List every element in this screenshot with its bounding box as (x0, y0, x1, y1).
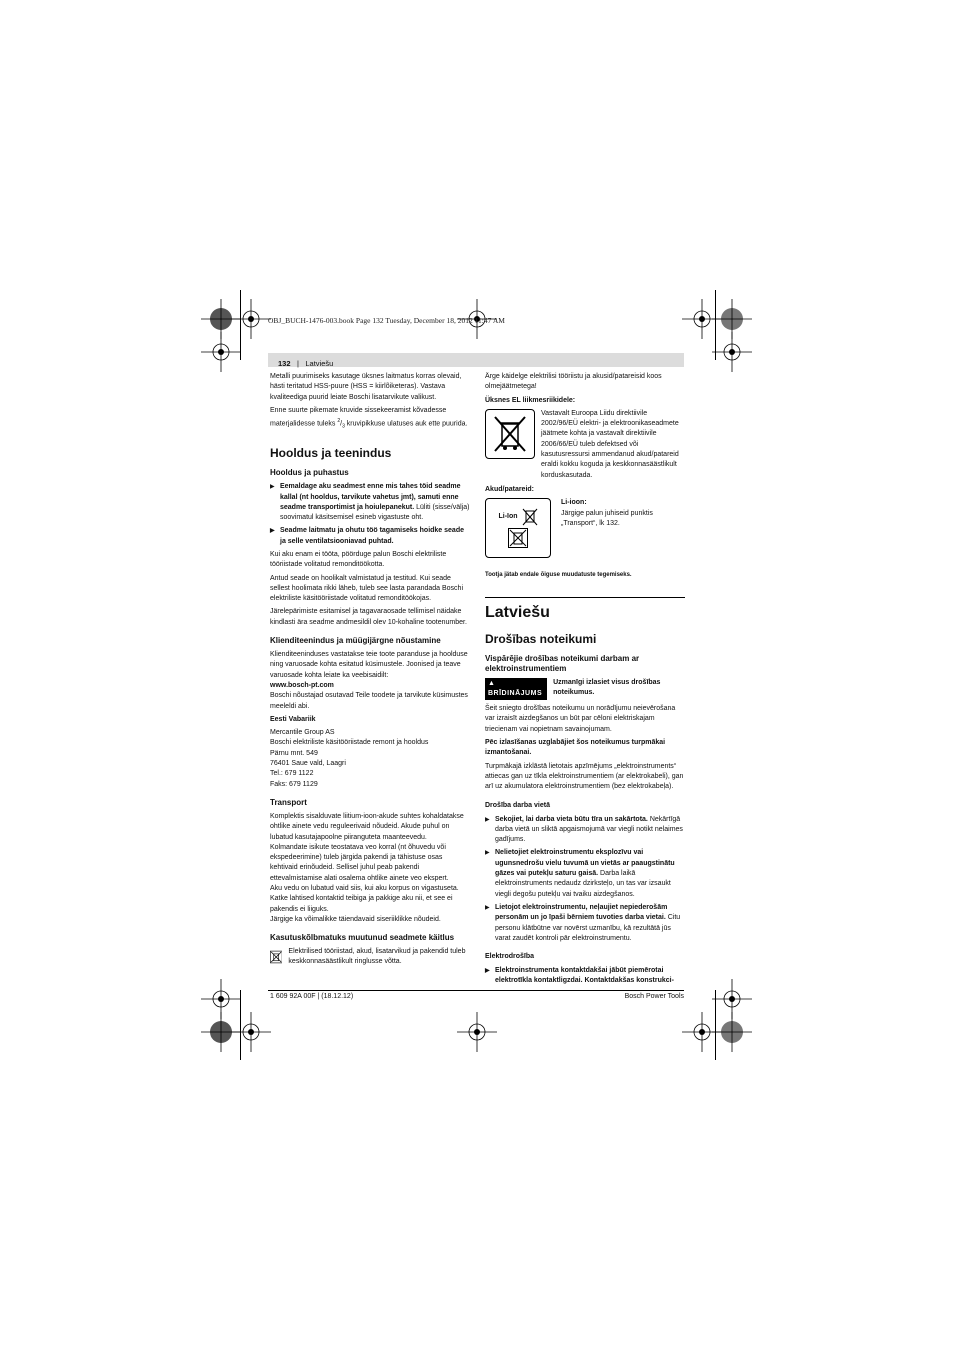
paragraph: Ärge käidelge elektrilisi tööriistu ja akusid/patareisid koos olmejäätmetega! (485, 373, 662, 391)
header-language: Latviešu (305, 359, 334, 368)
address-line: Pärnu mnt. 549 (270, 749, 318, 757)
paragraph: Pēc izlasīšanas uzglabājiet šos noteikumus turpmākai izmantošanai. (485, 739, 666, 757)
disposal-row (270, 947, 470, 968)
address-line: Faks: 679 1129 (270, 780, 318, 788)
trim-line (715, 290, 716, 360)
address-line: Boschi elektriliste käsitööriistade remont ja hooldus (270, 739, 429, 747)
language-heading: Latviešu (485, 603, 550, 621)
paragraph: Metalli puurimiseks kasutage üksnes laitmatus korras olevaid, hästi teritatud HSS-puure (HSS = kiirlõiketeras). Vastava kvaliteediga puurid leiate Boschi lisatarvikute valikust. (270, 373, 462, 401)
list-item: ▶ Lietojot elektroinstrumentu, neļaujiet nepiederošām personām un jo īpaši bērniem tuvoties darba vietai. Citu personu klātbūtne var novērst uzmanību, kā rezultātā jūs varat zaudēt kontroli pār elektroinstrumentu. (485, 903, 685, 944)
eu-row (485, 409, 685, 481)
footer-left: 1 609 92A 00F | (18.12.12) (270, 993, 354, 1000)
paragraph: Kui aku enam ei tööta, pöörduge palun Boschi elektriliste tööriistade volitatud remonditöökotta. (270, 550, 447, 569)
crosshair-icon (201, 332, 241, 372)
paragraph: Aku vedu on lubatud vaid siis, kui aku korpus on vigastuseta. Katke lahtised kontaktid teibiga ja pakkige aku nii, et see ei pakendis ei liiguks. (270, 885, 459, 913)
crosshair-icon (231, 1012, 271, 1052)
page-header (268, 353, 684, 367)
subsection-heading: Elektrodrošība (485, 953, 535, 961)
address-block (270, 728, 470, 790)
paragraph: Enne suurte pikemate kruvide sissekeeramist kõvadesse materjalidesse tuleks $^2/_3$ kruvipikkuse ulatuses auk ette puurida. (270, 406, 468, 430)
paragraph: Kolmandate isikute teostatava veo korral (nt õhuvedu või ekspedeerimine) tuleb järgida pakendi ja tähistuse osas kehtivaid erinõudeid. Sellisel juhul peab pakendi ettevalmistamise alati osalema ohtlike ainete veo ekspert. (270, 843, 449, 882)
paragraph: Antud seade on hoolikalt valmistatud ja testitud. Kui seade sellest hoolimata rikki läheb, tuleb see lasta parandada Boschi elektriliste käsitööriistade volitatud remonditöökojas. (270, 574, 464, 603)
file-slug: OBJ_BUCH-1476-003.book Page 132 Tuesday, December 18, 2012 11:47 AM (268, 316, 505, 325)
subsection-heading: Vispārējie drošības noteikumi darbam ar elektroinstrumentiem (485, 653, 640, 673)
notice: Tootja jätab endale õiguse muudatuste tegemiseks. (485, 572, 632, 579)
left-column (270, 372, 470, 972)
list-item: ▶ Seadme laitmatu ja ohutu töö tagamiseks hoidke seade ja selle ventilatsiooniavad puhtad. (270, 526, 470, 547)
section-divider (485, 597, 685, 598)
paragraph: Järelepärimiste esitamisel ja tagavaraosade tellimisel näidake kindlasti ära seadme andmesildil olev 10-kohaline tootenumber. (270, 608, 467, 626)
website-link[interactable]: www.bosch-pt.com (270, 681, 334, 689)
list-item: ▶ Eemaldage aku seadmest enne mis tahes töid seadme kallal (nt hooldus, tarvikute vahetus jmt), samuti enne seadme transportimist ja hoiulepanekut. Lüliti (sisse/välja) soovimatul käsitsemisel esineb vigastuste oht. (270, 482, 470, 523)
warning-row (485, 678, 685, 701)
subsection-heading: Transport (270, 797, 307, 807)
trim-line (240, 290, 241, 360)
warning-badge: ▲ BRĪDINĀJUMS (485, 678, 547, 701)
crossed-wheelie-bin-icon (492, 414, 528, 454)
liion-row (485, 498, 685, 558)
paragraph: Boschi nõustajad osutavad Teile toodete ja tarvikute küsimustes meeleldi abi. (270, 692, 468, 710)
right-column (485, 372, 685, 990)
list-item: ▶ Elektroinstrumenta kontaktdakšai jābūt piemērotai elektrotīkla kontaktligzdai. Kontaktdakšas konstrukci- (485, 966, 685, 987)
address-line: Mercantile Group AS (270, 729, 335, 737)
footer-right: Bosch Power Tools (624, 993, 684, 1000)
page-number: 132 (278, 359, 291, 368)
paragraph: Turpmākajā izklāstā lietotais apzīmējums „elektroinstruments“ attiecas gan uz tīkla elektroinstrumentiem (ar elektrokabeli), gan arī uz akumulatora elektroinstrumentiem (bez elektrokabeļa). (485, 762, 684, 791)
paragraph: Järgige palun juhiseid punktis „Transport“, lk 132. (561, 509, 653, 527)
liion-badge: Li-Ion (498, 513, 518, 521)
section-heading: Drošības noteikumi (485, 631, 597, 646)
paragraph: Šeit sniegto drošības noteikumu un norādījumu neievērošana var izraisīt aizdegšanos un būt par cēloni elektriskajam triecienam vai nopietnam savainojumam. (485, 705, 676, 733)
liion-label: Li-ioon: (561, 499, 587, 507)
liion-top (498, 508, 537, 526)
subsection-heading: Kasutuskõlbmatuks muutunud seadmete käitlus (270, 933, 455, 943)
list-item: ▶ Nelietojiet elektroinstrumentu eksplozīvu vai ugunsnedrošu vielu tuvumā un vietās ar paaugstinātu gāzes vai putekļu saturu gaisā. Darba laikā elektroinstruments nedaudz dzirksteļo, un tas var izsaukt viegli degošu putekļu vai tvaiku aizdegšanos. (485, 848, 685, 899)
crosshair-icon (712, 332, 752, 372)
footer-rule (268, 990, 684, 991)
address-line: 76401 Saue vald, Laagri (270, 760, 346, 768)
eu-label: Üksnes EL liikmesriikidele: (485, 396, 576, 404)
header-separator: | (296, 359, 299, 368)
paragraph: Järgige ka võimalikke täiendavaid siseriiklikke nõudeid. (270, 915, 441, 923)
liion-info (557, 498, 685, 529)
crossed-bin-icon (522, 508, 538, 526)
paragraph: Komplektis sisalduvate liitium-ioon-akude suhtes kohaldatakse ohtlike ainete vedu reguleerivaid nõudeid. Akude puhul on lubatud kasutajapoolne piiranguteta maanteevedu. (270, 812, 464, 841)
crosshair-icon (457, 1012, 497, 1052)
section-heading: Hooldus ja teenindus (270, 446, 392, 461)
weee-box (485, 409, 535, 459)
subsection-heading: Hooldus ja puhastus (270, 468, 349, 478)
paragraph: Klienditeeninduses vastatakse teie toote paranduse ja hoolduse ning varuosade kohta esitatud küsimustele. Joonised ja teave varuosade kohta leiate ka veebisaidilt: (270, 651, 468, 679)
country-label: Eesti Vabariik (270, 715, 316, 723)
list-item: ▶ Sekojiet, lai darba vieta būtu tīra un sakārtota. Nekārtīgā darba vietā un sliktā apgaismojumā var viegli notikt nelaimes gadījums. (485, 815, 685, 846)
paragraph: Elektrilised tööriistad, akud, lisatarvikud ja pakendid tuleb keskkonnasäästlikult ringlusse võtta. (288, 948, 466, 966)
subsection-heading: Klienditeenindus ja müügijärgne nõustamine (270, 636, 441, 646)
paragraph: Vastavalt Euroopa Liidu direktiivile 2002/96/EÜ elektri- ja elektroonikaseadmete jäätmete kohta ja vastavalt direktiivile 2006/66/EÜ tuleb defektsed või kasutusressursi ammendanud akud/patareid eraldi kokku koguda ja keskkonnasäästlikult korduskasutada. (541, 409, 679, 479)
registration-mark-icon (712, 1012, 752, 1052)
trim-line (240, 990, 241, 1060)
liion-box (485, 498, 551, 558)
subsection-heading: Drošība darba vietā (485, 801, 550, 809)
battery-label: Akud/patareid: (485, 485, 535, 493)
warning-title: Uzmanīgi izlasiet visus drošības noteikumus. (553, 678, 661, 696)
crossed-bin-icon (508, 528, 528, 548)
crossed-bin-icon (270, 947, 282, 967)
address-line: Tel.: 679 1122 (270, 770, 314, 778)
trim-line (715, 990, 716, 1060)
